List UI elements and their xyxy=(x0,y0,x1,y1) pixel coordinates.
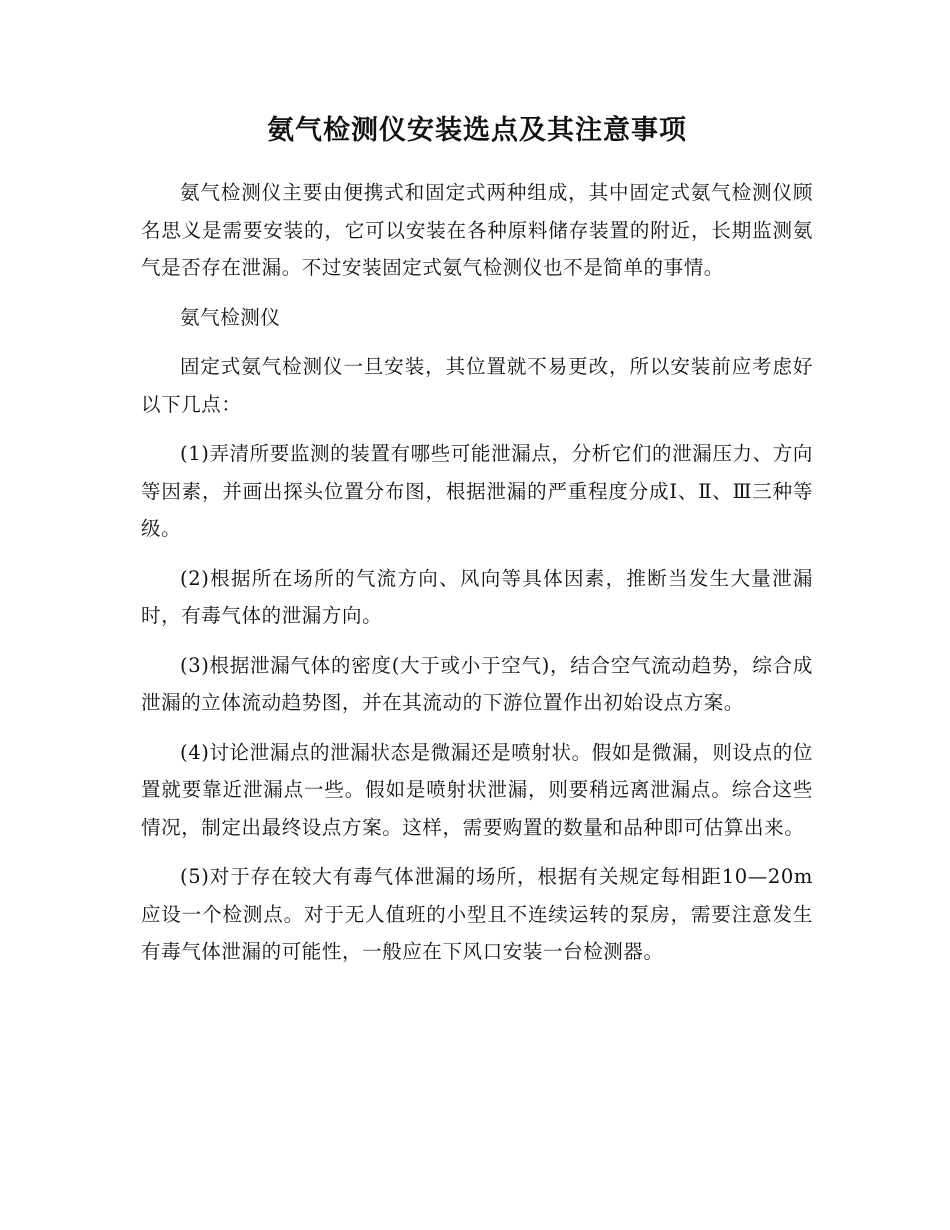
paragraph-intro: 氨气检测仪主要由便携式和固定式两种组成，其中固定式氨气检测仪顾名思义是需要安装的，它可以安装在各种原料储存装置的附近，长期监测氨气是否存在泄漏。不过安装固定式氨气检测仪也不是简单的事情。 xyxy=(141,181,813,279)
document-page xyxy=(141,108,813,971)
paragraph-point-2: (2)根据所在场所的气流方向、风向等具体因素，推断当发生大量泄漏时，有毒气体的泄漏方向。 xyxy=(141,566,813,627)
paragraph-point-1: (1)弄清所要监测的装置有哪些可能泄漏点，分析它们的泄漏压力、方向等因素，并画出探头位置分布图，根据泄漏的严重程度分成Ⅰ、Ⅱ、Ⅲ三种等级。 xyxy=(141,442,813,540)
document-title: 氨气检测仪安装选点及其注意事项 xyxy=(267,115,687,146)
paragraph-point-4: (4)讨论泄漏点的泄漏状态是微漏还是喷射状。假如是微漏，则设点的位置就要靠近泄漏点一些。假如是喷射状泄漏，则要稍远离泄漏点。综合这些情况，制定出最终设点方案。这样，需要购置的数量和品种即可估算出来。 xyxy=(141,740,813,839)
paragraph-point-5: (5)对于存在较大有毒气体泄漏的场所，根据有关规定每相距10—20m应设一个检测点。对于无人值班的小型且不连续运转的泵房，需要注意发生有毒气体泄漏的可能性，一般应在下风口安装一台检测器。 xyxy=(141,865,813,963)
paragraph-gap xyxy=(141,722,813,734)
paragraph-gap xyxy=(141,287,813,299)
paragraph-gap xyxy=(141,548,813,560)
paragraph-gap xyxy=(141,846,813,858)
paragraph-considerations: 固定式氨气检测仪一旦安装，其位置就不易更改，所以安装前应考虑好以下几点： xyxy=(141,355,813,416)
paragraph-point-3: (3)根据泄漏气体的密度(大于或小于空气)，结合空气流动趋势，综合成泄漏的立体流动趋势图，并在其流动的下游位置作出初始设点方案。 xyxy=(141,653,813,714)
paragraph-gap xyxy=(141,336,813,348)
paragraph-subheading: 氨气检测仪 xyxy=(180,305,281,329)
paragraph-gap xyxy=(141,635,813,647)
paragraph-gap xyxy=(141,423,813,435)
